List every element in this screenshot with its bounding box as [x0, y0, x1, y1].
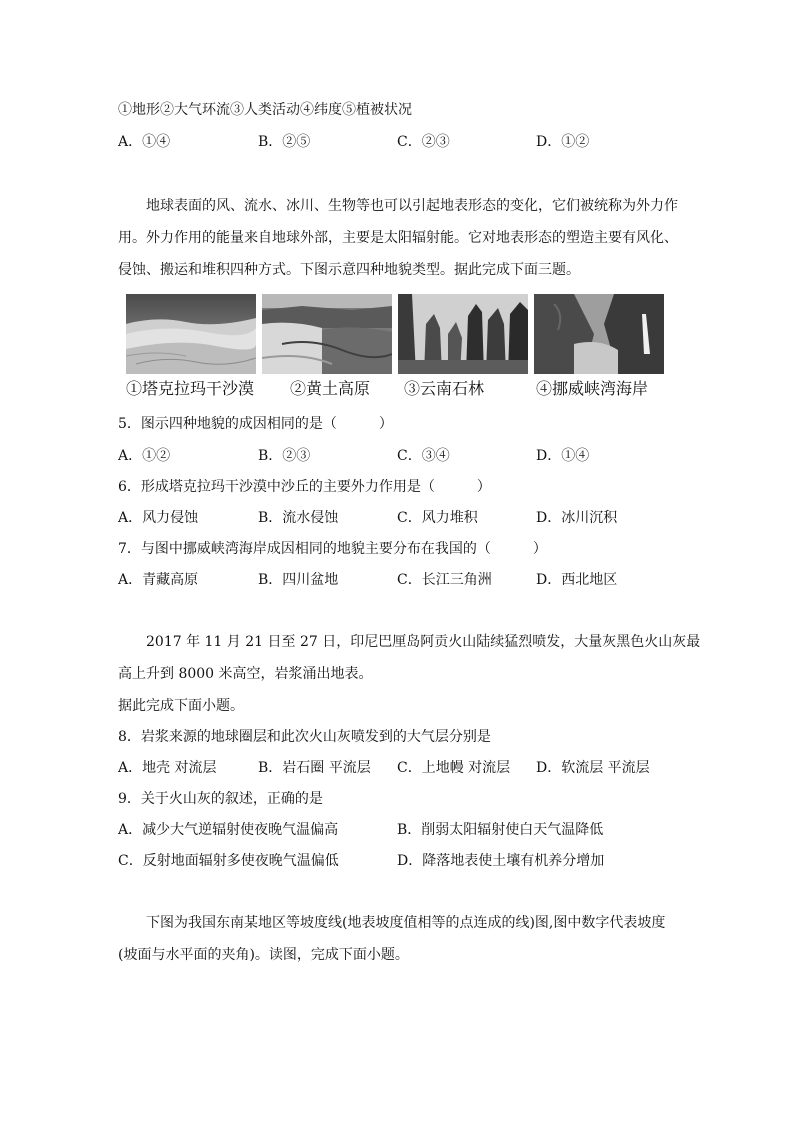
caption-stone-forest: ③云南石林 — [404, 379, 485, 398]
q6-stem: 6．形成塔克拉玛干沙漠中沙丘的主要外力作用是（ ） — [118, 479, 491, 495]
q9-stem: 9．关于火山灰的叙述，正确的是 — [118, 791, 323, 807]
q8-option-c: C．上地幔 对流层 — [397, 760, 511, 776]
q6-option-c: C．风力堆积 — [397, 510, 478, 526]
q5-stem: 5．图示四种地貌的成因相同的是（ ） — [118, 416, 393, 432]
q6-option-a: A．风力侵蚀 — [118, 510, 199, 526]
loess-plateau-photo — [262, 294, 392, 374]
fjord-photo — [534, 294, 664, 374]
q5-option-d: D．①④ — [536, 448, 590, 464]
q9-option-b: B．削弱太阳辐射使白天气温降低 — [397, 822, 604, 838]
q8-option-d: D．软流层 平流层 — [536, 760, 650, 776]
intro1-line3: 侵蚀、搬运和堆积四种方式。下图示意四种地貌类型。据此完成下面三题。 — [118, 262, 580, 278]
q8-option-b: B．岩石圈 平流层 — [258, 760, 371, 776]
q8-stem: 8．岩浆来源的地球圈层和此次火山灰喷发到的大气层分别是 — [118, 729, 491, 745]
intro1-line2: 用。外力作用的能量来自地球外部，主要是太阳辐射能。它对地表形态的塑造主要有风化、 — [118, 230, 678, 246]
caption-desert: ①塔克拉玛干沙漠 — [126, 379, 255, 398]
q9-option-d: D．降落地表使土壤有机养分增加 — [397, 853, 605, 869]
caption-loess-plateau: ②黄土高原 — [290, 379, 371, 398]
desert-photo — [126, 294, 256, 374]
q7-option-c: C．长江三角洲 — [397, 572, 492, 588]
intro1-line1: 地球表面的风、流水、冰川、生物等也可以引起地表形态的变化，它们被统称为外力作 — [146, 198, 678, 214]
q7-option-b: B．四川盆地 — [258, 572, 339, 588]
q4-stem: ①地形②大气环流③人类活动④纬度⑤植被状况 — [118, 102, 412, 118]
q4-option-d: D．①② — [536, 134, 590, 150]
intro2-line2: 高上升到 8000 米高空，岩浆涌出地表。 — [118, 666, 373, 682]
q7-option-d: D．西北地区 — [536, 572, 618, 588]
intro3-line1: 下图为我国东南某地区等坡度线(地表坡度值相等的点连成的线)图,图中数字代表坡度 — [146, 915, 666, 931]
q5-option-a: A．①② — [118, 448, 171, 464]
q4-option-a: A．①④ — [118, 134, 171, 150]
q6-option-b: B．流水侵蚀 — [258, 510, 339, 526]
q6-option-d: D．冰川沉积 — [536, 510, 618, 526]
q7-option-a: A．青藏高原 — [118, 572, 199, 588]
intro2-line3: 据此完成下面小题。 — [118, 698, 244, 714]
q9-option-c: C．反射地面辐射多使夜晚气温偏低 — [118, 853, 339, 869]
intro3-line2: (坡面与水平面的夹角)。读图，完成下面小题。 — [118, 947, 409, 963]
q7-stem: 7．与图中挪威峡湾海岸成因相同的地貌主要分布在我国的（ ） — [118, 541, 547, 557]
q5-option-c: C．③④ — [397, 448, 450, 464]
stone-forest-photo — [398, 294, 528, 374]
q4-option-b: B．②⑤ — [258, 134, 311, 150]
q5-option-b: B．②③ — [258, 448, 311, 464]
intro2-line1: 2017 年 11 月 21 日至 27 日，印尼巴厘岛阿贡火山陆续猛烈喷发，大量灰黑色火山灰最 — [146, 634, 701, 650]
caption-fjord: ④挪威峡湾海岸 — [536, 379, 649, 398]
q9-option-a: A．减少大气逆辐射使夜晚气温偏高 — [118, 822, 339, 838]
q4-option-c: C．②③ — [397, 134, 450, 150]
q8-option-a: A．地壳 对流层 — [118, 760, 217, 776]
